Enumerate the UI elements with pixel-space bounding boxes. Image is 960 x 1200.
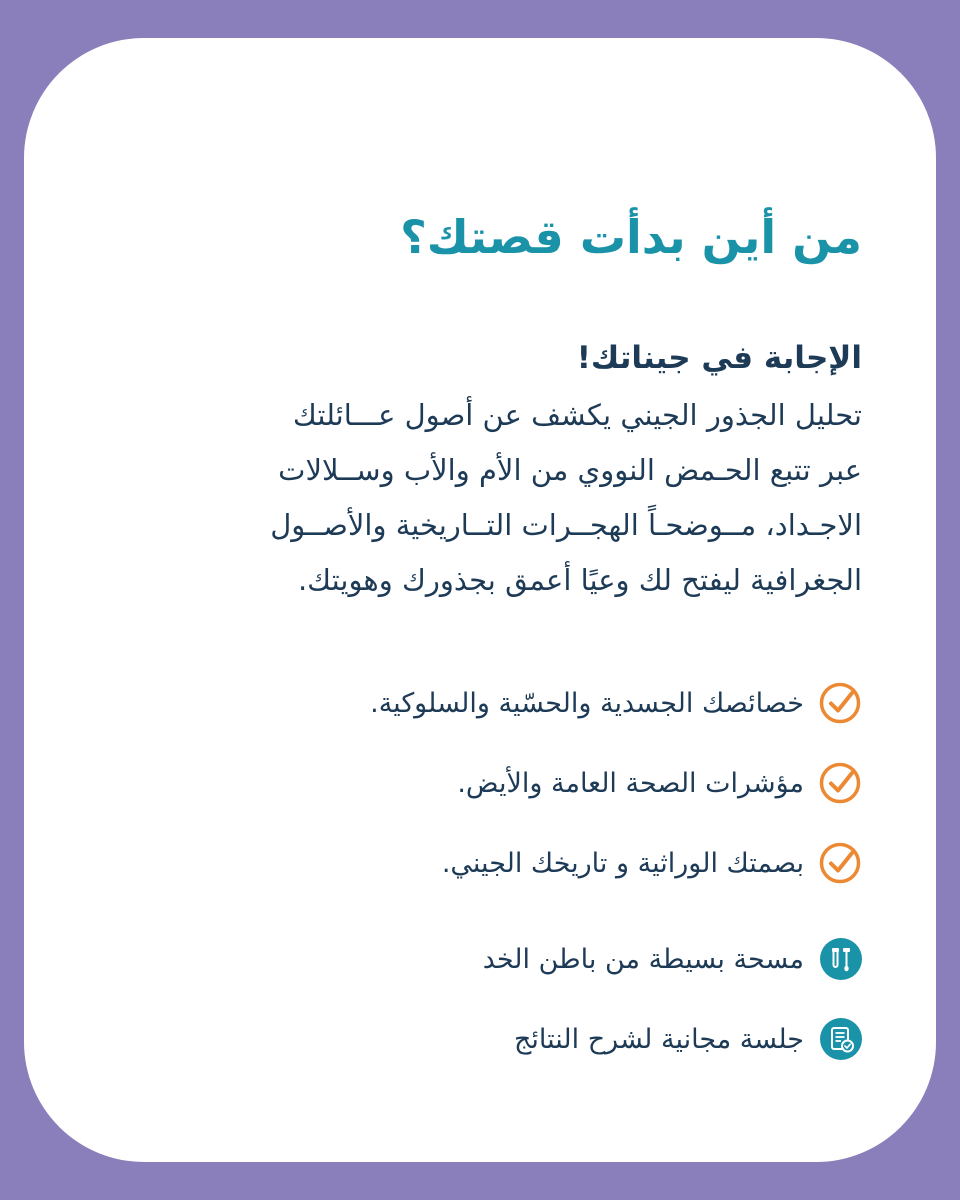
- paragraph-line: الاجـداد، مــوضحـاً الهجــرات التــاريخية والأصــول: [270, 508, 862, 542]
- description-paragraph: [122, 388, 862, 608]
- feature-item: [102, 678, 862, 728]
- service-item: [102, 1014, 862, 1064]
- service-text: جلسة مجانية لشرح النتائج: [513, 1023, 804, 1055]
- services-list: [102, 934, 862, 1094]
- feature-item: [102, 838, 862, 888]
- service-text: مسحة بسيطة من باطن الخد: [482, 943, 804, 975]
- check-circle-icon: [818, 841, 862, 885]
- feature-text: خصائصك الجسدية والحسّية والسلوكية.: [370, 687, 804, 719]
- report-document-icon: [820, 1018, 862, 1060]
- test-tube-swab-icon: [820, 938, 862, 980]
- service-item: [102, 934, 862, 984]
- subtitle: الإجابة في جيناتك!: [576, 340, 862, 376]
- features-list: [102, 678, 862, 918]
- paragraph-line: تحليل الجذور الجيني يكشف عن أصول عـــائلتك: [292, 398, 862, 432]
- paragraph-line: الجغرافية ليفتح لك وعيًا أعمق بجذورك وهويتك.: [297, 563, 862, 597]
- check-circle-icon: [818, 681, 862, 725]
- feature-text: مؤشرات الصحة العامة والأيض.: [457, 767, 804, 799]
- content-card: [24, 38, 936, 1162]
- page-title: من أين بدأت قصتك؟: [400, 210, 862, 264]
- feature-text: بصمتك الوراثية و تاريخك الجيني.: [441, 847, 804, 879]
- check-circle-icon: [818, 761, 862, 805]
- paragraph-line: عبر تتبع الحـمض النووي من الأم والأب وســلالات: [278, 453, 862, 487]
- feature-item: [102, 758, 862, 808]
